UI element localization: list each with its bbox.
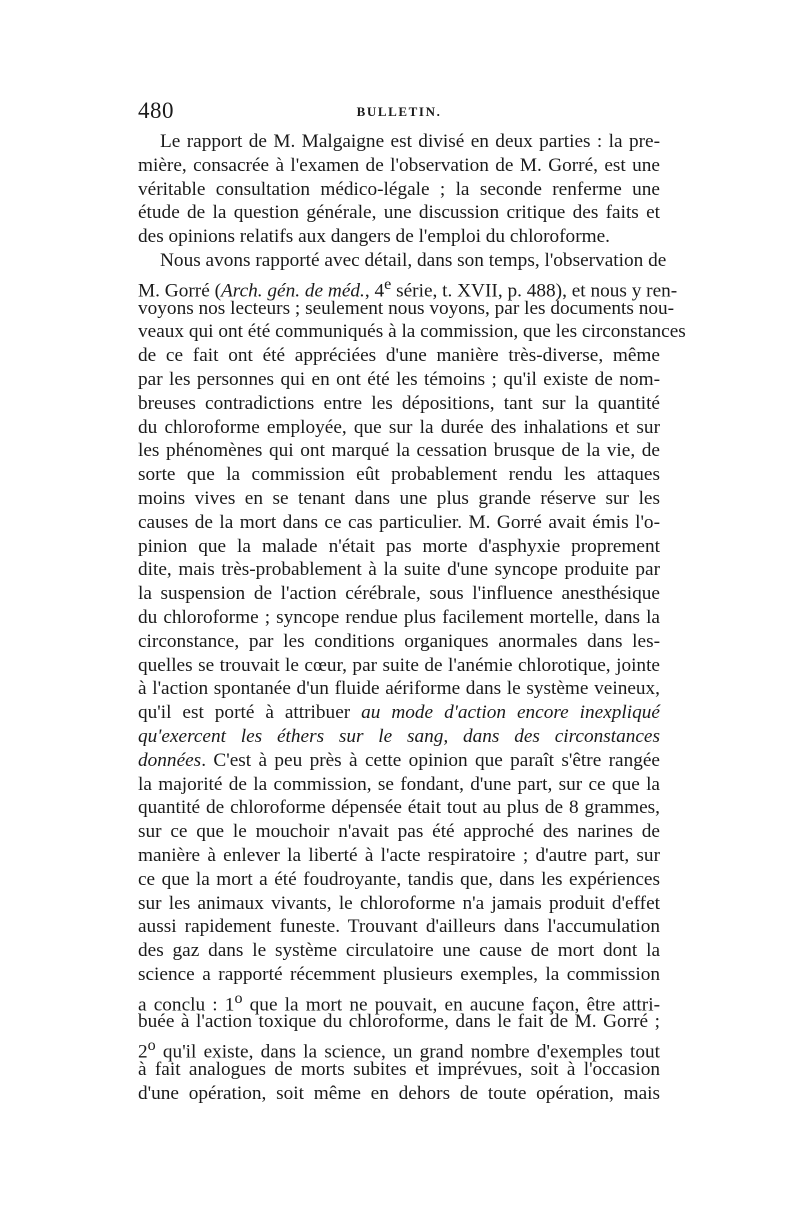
text-line: science a rapporté récemment plusieurs exemples, la commission bbox=[138, 963, 660, 985]
text-line: Nous avons rapporté avec détail, dans son temps, l'observation de bbox=[160, 249, 667, 271]
text-line: quantité de chloroforme dépensée était tout au plus de 8 grammes, bbox=[138, 797, 660, 819]
text-line: véritable consultation médico-légale ; la seconde renferme une bbox=[138, 178, 660, 200]
text-line: voyons nos lecteurs ; seulement nous voyons, par les documents nou- bbox=[138, 297, 675, 319]
text-line: les phénomènes qui ont marqué la cessation brusque de la vie, de bbox=[138, 440, 660, 462]
text-line: Le rapport de M. Malgaigne est divisé en deux parties : la pre- bbox=[160, 131, 660, 152]
text-line: de ce fait ont été appréciées d'une manière très-diverse, même bbox=[138, 345, 660, 367]
body-text bbox=[138, 130, 686, 1106]
page-header bbox=[138, 98, 660, 130]
text-line: données. C'est à peu près à cette opinion que paraît s'être rangée bbox=[138, 749, 660, 771]
text-line: du chloroforme employée, que sur la durée des inhalations et sur bbox=[138, 416, 660, 438]
text-line: sur ce que le mouchoir n'avait pas été approché des narines de bbox=[138, 821, 660, 843]
citation-title: Arch. gén. de méd. bbox=[221, 280, 365, 302]
text-line: pinion que la malade n'était pas morte d'asphyxie proprement bbox=[138, 535, 660, 557]
text-line: manière à enlever la liberté à l'acte respiratoire ; d'autre part, sur bbox=[138, 844, 660, 866]
text-line: par les personnes qui en ont été les témoins ; qu'il existe de nom- bbox=[138, 368, 660, 390]
text-line: à fait analogues de morts subites et imprévues, soit à l'occasion bbox=[138, 1059, 660, 1081]
text-line: aussi rapidement funeste. Trouvant d'ailleurs dans l'accumulation bbox=[138, 916, 660, 938]
text-line: qu'il est porté à attribuer au mode d'action encore inexpliqué bbox=[138, 702, 660, 724]
quoted-opinion: au mode d'action encore inexpliqué bbox=[361, 702, 660, 724]
text-line: dite, mais très-probablement à la suite d'une syncope produite par bbox=[138, 559, 660, 581]
text-line: quelles se trouvait le cœur, par suite de l'anémie chlorotique, jointe bbox=[138, 654, 660, 676]
text-line: étude de la question générale, une discussion critique des faits et bbox=[138, 202, 660, 224]
text-line: 2$^o$ qu'il existe, dans la science, un grand nombre d'exemples tout bbox=[138, 1037, 660, 1063]
running-title: BULLETIN. bbox=[356, 104, 442, 119]
text-line: la majorité de la commission, se fondant, d'une part, sur ce que la bbox=[138, 773, 660, 795]
text-line: moins vives en se tenant dans une plus grande réserve sur les bbox=[138, 487, 660, 509]
text-line: circonstance, par les conditions organiques anormales dans les- bbox=[138, 630, 660, 652]
text-line: des opinions relatifs aux dangers de l'emploi du chloroforme. bbox=[138, 226, 610, 248]
text-line: du chloroforme ; syncope rendue plus facilement mortelle, dans la bbox=[138, 606, 660, 628]
quoted-opinion: qu'exercent les éthers sur le sang, dans des circonstances bbox=[138, 725, 660, 747]
text-line: causes de la mort dans ce cas particulier. M. Gorré avait émis l'o- bbox=[138, 511, 660, 533]
text-line: veaux qui ont été communiqués à la commission, que les circonstances bbox=[138, 321, 686, 343]
text-line: ce que la mort a été foudroyante, tandis que, dans les expériences bbox=[138, 868, 660, 890]
text-line: d'une opération, soit même en dehors de toute opération, mais bbox=[138, 1082, 660, 1104]
text-line bbox=[138, 725, 660, 749]
text-line: a conclu : 1$^o$ que la mort ne pouvait, en aucune façon, être attri- bbox=[138, 989, 660, 1016]
text-line: sur les animaux vivants, le chloroforme n'a jamais produit d'effet bbox=[138, 892, 660, 914]
text-line: à l'action spontanée d'un fluide aériforme dans le système veineux, bbox=[138, 678, 660, 700]
text-line: breuses contradictions entre les dépositions, tant sur la quantité bbox=[138, 392, 660, 414]
text-line: des gaz dans le système circulatoire une cause de mort dont la bbox=[138, 940, 660, 962]
text-line: sorte que la commission eût probablement rendu les attaques bbox=[138, 464, 660, 486]
text-line: la suspension de l'action cérébrale, sous l'influence anesthésique bbox=[138, 583, 660, 605]
text-line: M. Gorré (Arch. gén. de méd., 4e série, t. XVII, p. 488), et nous y ren- bbox=[138, 275, 678, 302]
page-number: 480 bbox=[138, 98, 174, 123]
quoted-opinion: données bbox=[138, 749, 202, 771]
text-line: mière, consacrée à l'examen de l'observation de M. Gorré, est une bbox=[138, 154, 660, 176]
text-line: buée à l'action toxique du chloroforme, dans le fait de M. Gorré ; bbox=[138, 1011, 660, 1033]
